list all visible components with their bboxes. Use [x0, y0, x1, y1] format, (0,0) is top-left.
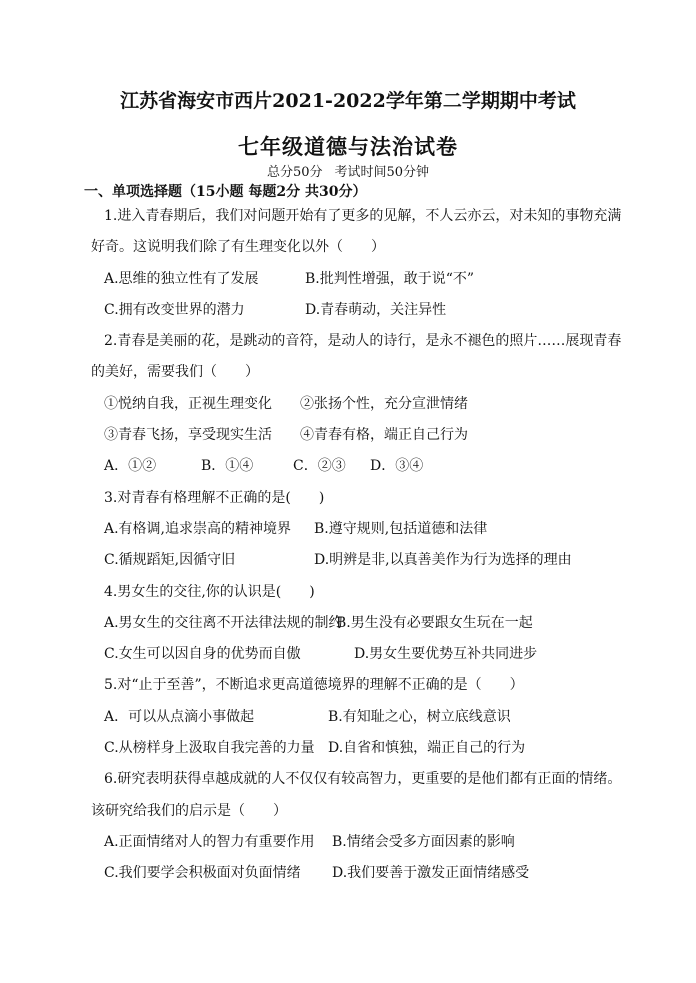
- option-row: [104, 827, 664, 858]
- option-a: A.思维的独立性有了发展: [104, 270, 259, 287]
- question-stem: 6.研究表明获得卓越成就的人不仅仅有较高智力，更重要的是他们都有正面的情绪。: [104, 771, 622, 788]
- option-c: C．②③: [293, 458, 346, 475]
- option-d: D.自省和慎独，端正自己的行为: [328, 740, 526, 757]
- option-row: [104, 858, 664, 889]
- option-row: [104, 545, 664, 576]
- option-b: B.情绪会受多方面因素的影响: [332, 833, 515, 850]
- statement-row: [104, 389, 664, 420]
- statement-1: ①悦纳自我，正视生理变化: [104, 395, 272, 412]
- statement-row: [104, 420, 664, 451]
- option-d: D.青春萌动，关注异性: [305, 301, 447, 318]
- option-c: C.女生可以因自身的优势而自傲: [104, 646, 301, 663]
- question-stem: 4.男女生的交往,你的认识是( ): [104, 583, 315, 600]
- option-a: A.有格调,追求崇高的精神境界: [104, 520, 292, 537]
- question-stem: 1.进入青春期后，我们对问题开始有了更多的见解，不人云亦云，对未知的事物充满: [104, 208, 622, 224]
- option-row: [104, 639, 664, 670]
- option-d: D.我们要善于激发正面情绪感受: [332, 865, 530, 882]
- question-stem: 2.青春是美丽的花，是跳动的音符，是动人的诗行，是永不褪色的照片……展现青春: [104, 333, 622, 350]
- option-b: B．①④: [201, 458, 254, 475]
- option-row: [104, 608, 664, 639]
- option-b: B.男生没有必要跟女生玩在一起: [336, 614, 533, 631]
- option-a: A．①②: [104, 458, 157, 475]
- question-stem: 好奇。这说明我们除了有生理变化以外（ ）: [91, 239, 385, 256]
- option-b: B.批判性增强，敢于说“不”: [305, 270, 475, 287]
- exam-subtitle: 七年级道德与法治试卷: [238, 134, 458, 159]
- question-stem: 的美好，需要我们（ ）: [91, 364, 259, 381]
- option-row: [104, 264, 664, 295]
- question-stem: 该研究给我们的启示是（ ）: [91, 802, 287, 819]
- option-c: C.拥有改变世界的潜力: [104, 301, 245, 318]
- exam-time: 考试时间50分钟: [334, 165, 430, 180]
- option-row: [104, 451, 664, 482]
- option-row: [104, 733, 664, 764]
- question-list: [91, 201, 664, 890]
- option-c: C.循规蹈矩,因循守旧: [104, 552, 236, 569]
- question-stem: 5.对“止于至善”，不断追求更高道德境界的理解不正确的是（ ）: [104, 677, 524, 694]
- section-heading: 一、单项选择题（15小题 每题2分 共30分）: [84, 184, 367, 200]
- total-score: 总分50分: [266, 165, 323, 180]
- option-d: D．③④: [370, 458, 424, 475]
- option-row: [104, 702, 664, 733]
- option-b: B.遵守规则,包括道德和法律: [314, 520, 488, 537]
- option-a: A.男女生的交往离不开法律法规的制约: [104, 614, 343, 631]
- statement-3: ③青春飞扬，享受现实生活: [104, 427, 272, 444]
- option-c: C.我们要学会积极面对负面情绪: [104, 865, 301, 882]
- statement-2: ②张扬个性，充分宣泄情绪: [300, 395, 468, 412]
- option-row: [104, 295, 664, 326]
- option-d: D.男女生要优势互补共同进步: [354, 646, 538, 663]
- exam-meta: [0, 161, 696, 180]
- question-stem: 3.对青春有格理解不正确的是( ): [104, 489, 325, 506]
- option-a: A.正面情绪对人的智力有重要作用: [104, 833, 315, 850]
- statement-4: ④青春有格，端正自己行为: [300, 427, 468, 444]
- option-c: C.从榜样身上汲取自我完善的力量: [104, 740, 315, 757]
- option-row: [104, 514, 664, 545]
- option-a: A．可以从点滴小事做起: [104, 708, 255, 725]
- option-b: B.有知耻之心，树立底线意识: [328, 708, 511, 725]
- option-d: D.明辨是非,以真善美作为行为选择的理由: [314, 552, 572, 569]
- exam-title: 江苏省海安市西片2021-2022学年第二学期期中考试: [120, 90, 576, 112]
